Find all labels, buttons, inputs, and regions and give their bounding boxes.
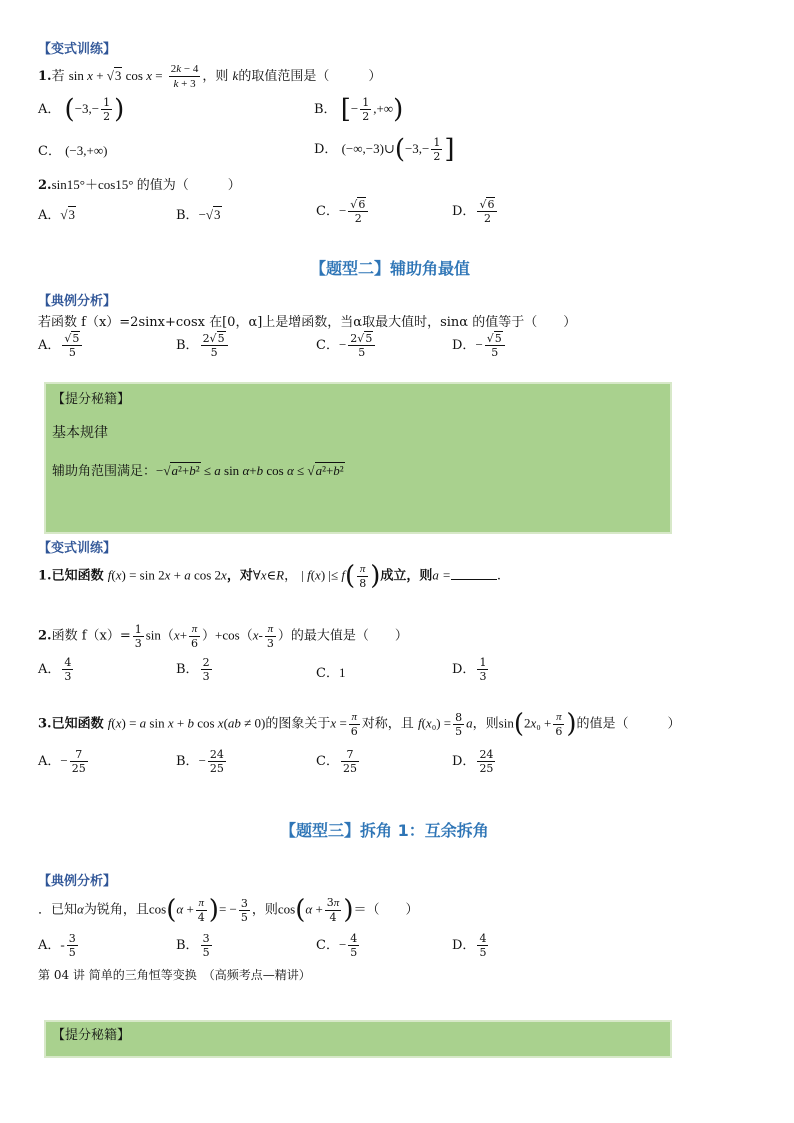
q1-option-b: B． [− $\frac{1}{2}$ ,+∞): [314, 94, 404, 125]
q2-option-a: A．√3: [38, 207, 76, 223]
type2-question-2: 2.函数 f（x）= $\frac{1}{3}$ sin（x+ $\frac{\pi}{6}$ ）+cos（x- $\frac{\pi}{3}$ ）的最大值是（ ）: [38, 622, 408, 650]
page-footer-title: 第 04 讲 简单的三角恒等变换 （高频考点—精讲）: [38, 968, 311, 982]
ex2-option-d: D．− $\frac{√5}{5}$: [452, 332, 507, 359]
question-number: 1.: [38, 69, 52, 84]
ex2-option-b: B． $\frac{2√5}{5}$: [176, 332, 230, 359]
tip-box-2-title: 【提分秘籍】: [52, 1028, 131, 1043]
t2q3-option-d: D． $\frac{24}{25}$: [452, 748, 494, 775]
example-3-stem: ．已知α为锐角，且cos(α + $\frac{\pi}{4}$ )= − $\frac{3}{5}$ ，则cos(α + $\frac{3\pi}{4}$ )＝（ ）: [38, 895, 419, 925]
ex3-option-d: D． $\frac{4}{5}$: [452, 932, 487, 959]
t2q2-option-d: D． $\frac{1}{3}$: [452, 656, 487, 683]
section-heading-type3: 【题型三】拆角 1：互余拆角: [280, 821, 489, 840]
q1-option-a: A． (−3,− $\frac{1}{2}$ ): [38, 94, 125, 125]
t2q2-option-c: C．1: [316, 665, 346, 681]
tip-box-rule: 基本规律: [52, 425, 108, 441]
section-heading-type2: 【题型二】辅助角最值: [310, 259, 471, 278]
t2q3-option-a: A．− $\frac{7}{25}$: [38, 748, 86, 775]
t2q2-option-a: A． $\frac{4}{3}$: [38, 656, 72, 683]
tip-box: [44, 382, 672, 534]
ex3-option-c: C．− $\frac{4}{5}$: [316, 932, 358, 959]
question-1-stem: 1.若 sin x + √3 cos x = $\frac{2k - 4}{k + 3}$ ，则 k的取值范围是（ ）: [38, 63, 382, 90]
question-2-stem: 2.sin15°＋cos15° 的值为（ ）: [38, 177, 241, 193]
t2q3-option-c: C． $\frac{7}{25}$: [316, 748, 357, 775]
practice-tag-1: 【变式训练】: [38, 42, 117, 57]
t2q3-option-b: B．− $\frac{24}{25}$: [176, 748, 224, 775]
tip-box-title: 【提分秘籍】: [52, 392, 131, 407]
example-tag-2: 【典例分析】: [38, 294, 117, 309]
ex3-option-a: A．- $\frac{3}{5}$: [38, 932, 76, 959]
q2-option-d: D． $\frac{√6}{2}$: [452, 198, 499, 225]
ex2-option-a: A． $\frac{√5}{5}$: [38, 332, 84, 359]
example-2-stem: 若函数 f（x）=2sinx+cosx 在[0，α]上是增函数，当α取最大值时，sinα 的值等于（ ）: [38, 315, 577, 330]
q2-option-b: B．−√3: [176, 207, 221, 223]
type2-question-1: 1.已知函数 f(x) = sin 2x + a cos 2x，对∀x∈R， | f(x) |≤ f( $\frac{\pi}{8}$ )成立，则a = .: [38, 561, 502, 591]
example-tag-3: 【典例分析】: [38, 874, 117, 889]
q2-option-c: C．− $\frac{√6}{2}$: [316, 198, 370, 225]
practice-tag-2: 【变式训练】: [38, 541, 117, 556]
tip-box-formula: 辅助角范围满足：−√a²+b² ≤ a sin α+b cos α ≤ √a²+b²: [52, 463, 344, 479]
q1-option-c: C． (−3,+∞): [38, 143, 108, 159]
answer-blank[interactable]: [451, 567, 497, 580]
t2q2-option-b: B． $\frac{2}{3}$: [176, 656, 210, 683]
type2-question-3: 3.已知函数 f(x) = a sin x + b cos x(ab ≠ 0)的图象关于x = $\frac{\pi}{6}$ 对称，且 f(x₀) = $\frac{8}{5}$ a，则sin(2x₀ + $\frac{\pi}{6}$ )的值是（ ）: [38, 709, 681, 739]
ex3-option-b: B． $\frac{3}{5}$: [176, 932, 210, 959]
tip-box-2: [44, 1020, 672, 1058]
q1-option-d: D． (−∞,−3)∪(−3,− $\frac{1}{2}$ ]: [314, 134, 455, 165]
ex2-option-c: C．− $\frac{2√5}{5}$: [316, 332, 377, 359]
